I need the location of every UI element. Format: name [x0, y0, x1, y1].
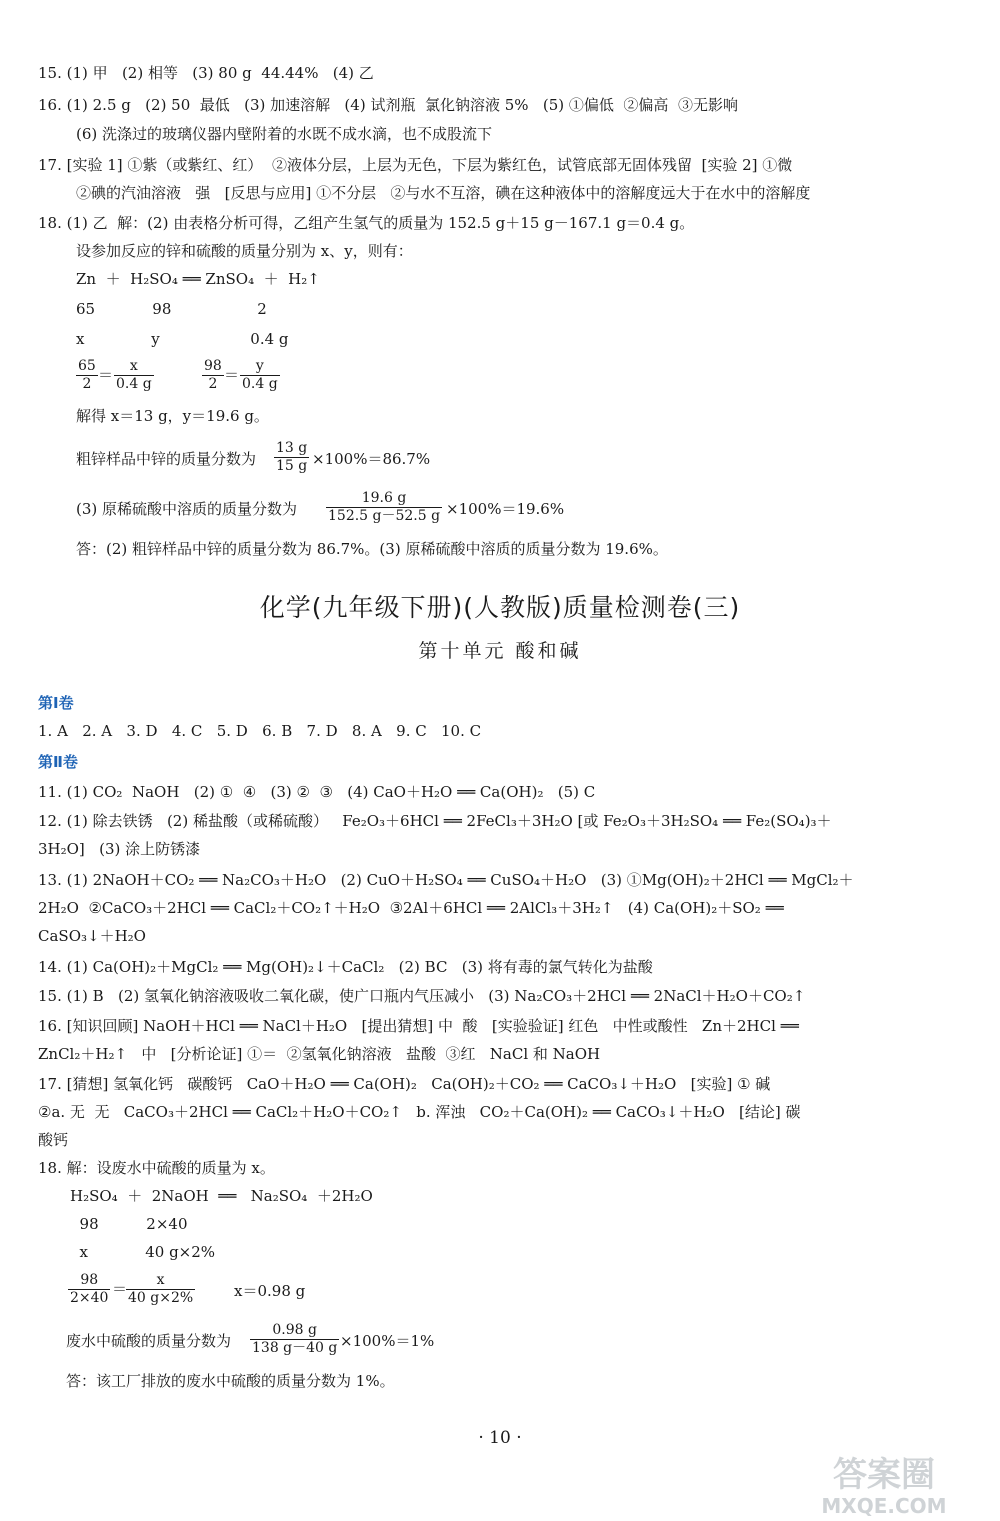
- equation-row: x 40 g×2%: [70, 1243, 216, 1261]
- equation-row: 65 98 2: [76, 300, 267, 318]
- watermark-url: MXQE.COM: [821, 1494, 947, 1518]
- equation-row: 98 2×40: [70, 1215, 188, 1233]
- watermark-logo: [774, 1450, 994, 1518]
- equals-sign: ＝: [224, 366, 240, 384]
- fraction: $\frac{98}{2}$: [204, 358, 222, 392]
- fraction: $\frac{13 g}{15 g}$: [276, 440, 308, 474]
- fraction: $\frac{65}{2}$: [78, 358, 96, 392]
- answer-summary: 答：该工厂排放的废水中硫酸的质量分数为 1%。: [66, 1372, 395, 1390]
- answer-17-line1: 17. [实验 1] ①紫（或紫红、红） ②液体分层，上层为无色，下层为紫红色，试管底部无固体残留 [实验 2] ①微: [38, 156, 793, 174]
- unit-subtitle: 第十单元 酸和碱: [418, 640, 582, 662]
- answer-17-line3: 酸钙: [38, 1131, 69, 1149]
- page-title: 化学(九年级下册)(人教版)质量检测卷(三): [259, 593, 741, 622]
- zinc-fraction-result: ×100%＝86.7%: [312, 450, 431, 468]
- choice-answers: 1. A 2. A 3. D 4. C 5. D 6. B 7. D 8. A 9. C 10. C: [38, 722, 482, 740]
- zinc-fraction-label: 粗锌样品中锌的质量分数为: [76, 450, 257, 468]
- fraction: $\frac{y}{0.4 g}$: [242, 358, 278, 392]
- answer-15: 15. (1) B (2) 氢氧化钠溶液吸收二氧化碳，使广口瓶内气压减小 (3) Na₂CO₃＋2HCl ══ 2NaCl＋H₂O＋CO₂↑: [38, 987, 806, 1005]
- answer-17-line1: 17. [猜想] 氢氧化钙 碳酸钙 CaO＋H₂O ══ Ca(OH)₂ Ca(OH)₂＋CO₂ ══ CaCO₃↓＋H₂O [实验] ① 碱: [38, 1075, 771, 1093]
- equation-row: x y 0.4 g: [76, 330, 289, 348]
- answer-17-line2: ②碘的汽油溶液 强 [反思与应用] ①不分层 ②与水不互溶，碘在这种液体中的溶解度远大于在水中的溶解度: [76, 184, 811, 202]
- solution-line: 解得 x＝13 g，y＝19.6 g。: [76, 407, 269, 425]
- answer-18-line1: 18. 解：设废水中硫酸的质量为 x。: [38, 1159, 275, 1177]
- page-number: · 10 ·: [478, 1428, 522, 1448]
- answer-13-line1: 13. (1) 2NaOH＋CO₂ ══ Na₂CO₃＋H₂O (2) CuO＋H₂SO₄ ══ CuSO₄＋H₂O (3) ①Mg(OH)₂＋2HCl ══ MgCl₂＋: [38, 871, 854, 889]
- answer-18-line2: 设参加反应的锌和硫酸的质量分别为 x、y，则有：: [76, 242, 413, 260]
- answer-16-line1: 16. [知识回顾] NaOH＋HCl ══ NaCl＋H₂O [提出猜想] 中 酸 [实验验证] 红色 中性或酸性 Zn＋2HCl ══: [38, 1017, 799, 1035]
- equals-sign: ＝: [98, 366, 114, 384]
- fraction: $\frac{19.6 g}{152.5 g-52.5 g}$: [328, 490, 441, 524]
- waste-fraction-result: ×100%＝1%: [340, 1332, 435, 1350]
- equation-row: Zn ＋ H₂SO₄ ══ ZnSO₄ ＋ H₂↑: [76, 270, 320, 288]
- answer-12-line1: 12. (1) 除去铁锈 (2) 稀盐酸（或稀硫酸） Fe₂O₃＋6HCl ══ 2FeCl₃＋3H₂O [或 Fe₂O₃＋3H₂SO₄ ══ Fe₂(SO₄)₃＋: [38, 812, 832, 830]
- acid-fraction-result: ×100%＝19.6%: [446, 500, 565, 518]
- answer-16-line1: 16. (1) 2.5 g (2) 50 最低 (3) 加速溶解 (4) 试剂瓶 氯化钠溶液 5% (5) ①偏低 ②偏高 ③无影响: [38, 96, 738, 114]
- answer-summary: 答：(2) 粗锌样品中锌的质量分数为 86.7%。(3) 原稀硫酸中溶质的质量分数为 19.6%。: [76, 540, 668, 558]
- equals-sign: ＝: [112, 1280, 128, 1298]
- answer-16-line2: (6) 洗涤过的玻璃仪器内壁附着的水既不成水滴，也不成股流下: [76, 125, 493, 143]
- waste-fraction-label: 废水中硫酸的质量分数为: [66, 1332, 232, 1350]
- solution-value: x＝0.98 g: [234, 1282, 306, 1300]
- answer-15: 15. (1) 甲 (2) 相等 (3) 80 g 44.44% (4) 乙: [38, 64, 374, 82]
- fraction: $\frac{x}{0.4 g}$: [116, 358, 152, 392]
- answer-17-line2: ②a. 无 无 CaCO₃＋2HCl ══ CaCl₂＋H₂O＋CO₂↑ b. 浑浊 CO₂＋Ca(OH)₂ ══ CaCO₃↓＋H₂O [结论] 碳: [38, 1103, 801, 1121]
- answer-14: 14. (1) Ca(OH)₂＋MgCl₂ ══ Mg(OH)₂↓＋CaCl₂ (2) BC (3) 将有毒的氯气转化为盐酸: [38, 958, 653, 976]
- section-heading-2: 第Ⅱ卷: [38, 753, 78, 771]
- answer-16-line2: ZnCl₂＋H₂↑ 中 [分析论证] ①＝ ②氢氧化钠溶液 盐酸 ③红 NaCl 和 NaOH: [38, 1045, 601, 1063]
- fraction: $\frac{0.98 g}{138 g-40 g}$: [252, 1322, 338, 1356]
- section-heading-1: 第Ⅰ卷: [38, 694, 74, 712]
- equation-row: H₂SO₄ ＋ 2NaOH ══ Na₂SO₄ ＋2H₂O: [70, 1187, 373, 1205]
- answer-12-line2: 3H₂O] (3) 涂上防锈漆: [38, 840, 201, 858]
- answer-11: 11. (1) CO₂ NaOH (2) ① ④ (3) ② ③ (4) CaO＋H₂O ══ Ca(OH)₂ (5) C: [38, 783, 596, 801]
- fraction: $\frac{x}{40 g\times 2\%}$: [128, 1272, 194, 1306]
- answer-13-line3: CaSO₃↓＋H₂O: [38, 927, 146, 945]
- answer-18-line1: 18. (1) 乙 解：(2) 由表格分析可得，乙组产生氢气的质量为 152.5 g＋15 g－167.1 g＝0.4 g。: [38, 214, 695, 232]
- watermark-text: 答案圈: [833, 1455, 935, 1495]
- fraction: $\frac{98}{2\times 40}$: [70, 1272, 109, 1306]
- answer-13-line2: 2H₂O ②CaCO₃＋2HCl ══ CaCl₂＋CO₂↑＋H₂O ③2Al＋6HCl ══ 2AlCl₃＋3H₂↑ (4) Ca(OH)₂＋SO₂ ══: [38, 899, 784, 917]
- acid-fraction-label: (3) 原稀硫酸中溶质的质量分数为: [76, 500, 298, 518]
